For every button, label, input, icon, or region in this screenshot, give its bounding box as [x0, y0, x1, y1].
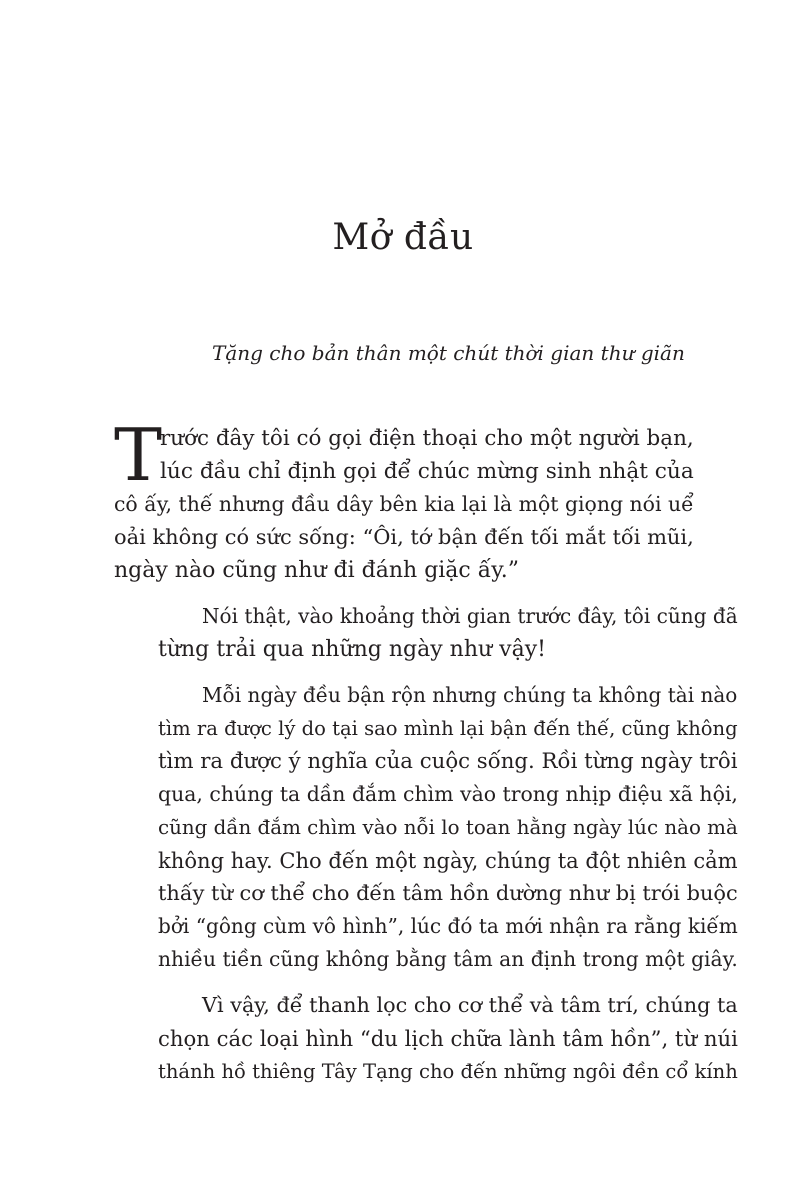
paragraph-line: oải không có sức sống: “Ôi, tớ bận đến tối mắt tối mũi, — [114, 525, 694, 549]
paragraph-line: thấy từ cơ thể cho đến tâm hồn dường như bị trói buộc — [158, 881, 738, 905]
paragraph-line: thánh hồ thiêng Tây Tạng cho đến những ngôi đền cổ kính — [158, 1060, 738, 1083]
chapter-title: Mở đầu — [332, 217, 474, 258]
paragraph-line: ngày nào cũng như đi đánh giặc ấy.” — [114, 558, 519, 583]
paragraph-line: tìm ra được ý nghĩa của cuộc sống. Rồi từng ngày trôi — [158, 749, 738, 774]
drop-cap: T — [114, 413, 163, 497]
chapter-subtitle: Tặng cho bản thân một chút thời gian thư giãn — [212, 341, 685, 365]
paragraph-2 — [114, 600, 738, 666]
paragraph-line: lúc đầu chỉ định gọi để chúc mừng sinh nhật của — [160, 459, 694, 484]
paragraph-line: không hay. Cho đến một ngày, chúng ta đột nhiên cảm — [158, 848, 738, 873]
paragraph-1 — [114, 413, 694, 587]
paragraph-3 — [114, 679, 738, 976]
paragraph-4 — [114, 989, 738, 1088]
paragraph-line: Mỗi ngày đều bận rộn nhưng chúng ta không tài nào — [202, 683, 738, 707]
paragraph-line: từng trải qua những ngày như vậy! — [158, 637, 546, 662]
paragraph-line: Nói thật, vào khoảng thời gian trước đây, tôi cũng đã — [202, 604, 738, 628]
paragraph-line: Vì vậy, để thanh lọc cho cơ thể và tâm trí, chúng ta — [202, 993, 738, 1017]
paragraph-line: bởi “gông cùm vô hình”, lúc đó ta mới nhận ra rằng kiếm — [158, 914, 738, 938]
body-text — [114, 413, 738, 1101]
paragraph-line: cũng dần đắm chìm vào nỗi lo toan hằng ngày lúc nào mà — [158, 816, 738, 839]
paragraph-line: tìm ra được lý do tại sao mình lại bận đến thế, cũng không — [158, 717, 738, 740]
paragraph-line: rước đây tôi có gọi điện thoại cho một người bạn, — [160, 426, 694, 451]
paragraph-line: nhiều tiền cũng không bằng tâm an định trong một giây. — [158, 947, 738, 971]
paragraph-line: qua, chúng ta dần đắm chìm vào trong nhịp điệu xã hội, — [158, 782, 738, 806]
paragraph-line: cô ấy, thế nhưng đầu dây bên kia lại là một giọng nói uể — [114, 492, 694, 516]
paragraph-line: chọn các loại hình “du lịch chữa lành tâm hồn”, từ núi — [158, 1026, 738, 1051]
